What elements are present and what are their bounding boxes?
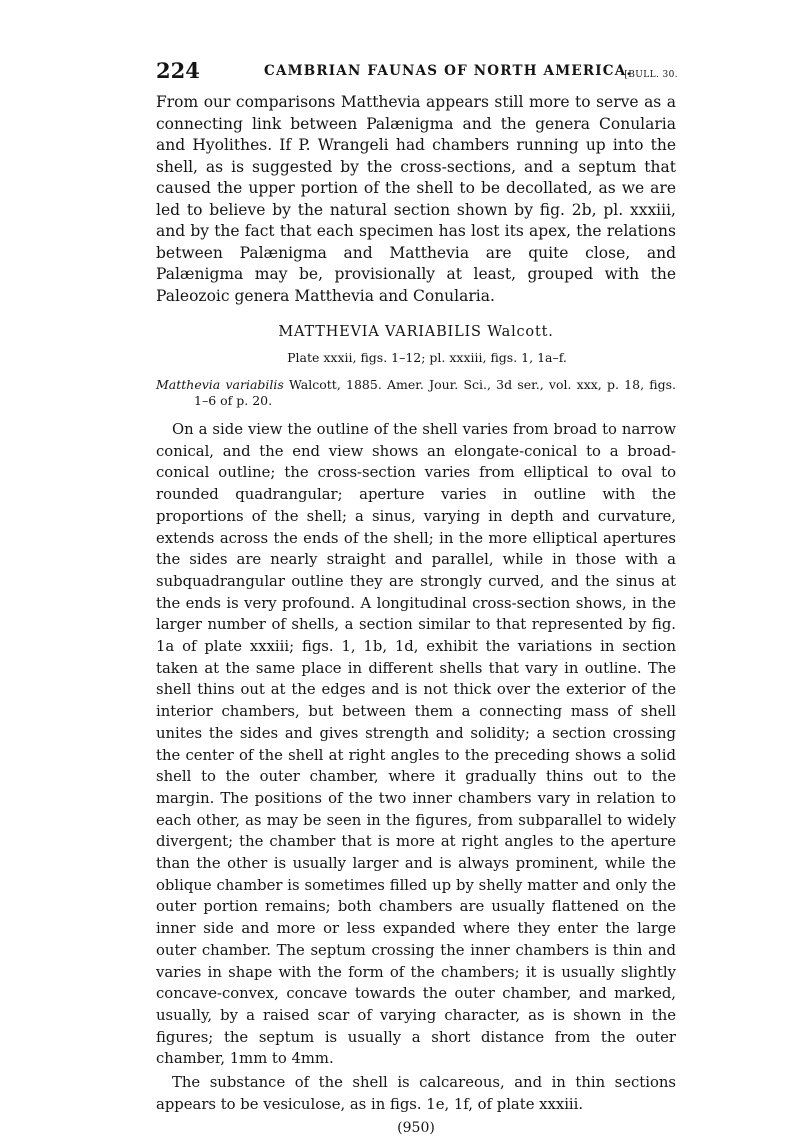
page-header <box>156 48 678 83</box>
plate-reference: Plate xxxii, figs. 1–12; pl. xxxiii, figs. 1, 1a–f. <box>287 350 567 365</box>
page-number: 224 <box>156 58 200 83</box>
description-paragraph: On a side view the outline of the shell varies from broad to narrow conical, and the end view shows an elongate-conical to a broad-conical outline; the cross-section varies from elliptical to oval to rounded quadrangular; aperture varies in outline with the proportions of the shell; a sinus, varying in depth and curvature, extends across the ends of the shell; in the more elliptical apertures the sides are nearly straight and parallel, while in those with a subquadrangular outline they are strongly curved, and the sinus at the ends is very profound. A longitudinal cross-section shows, in the larger number of shells, a section similar to that represented by fig. 1a of plate xxxiii; figs. 1, 1b, 1d, exhibit the variations in section taken at the same place in different shells that vary in outline. The shell thins out at the edges and is not thick over the exterior of the interior chambers, but between them a connecting mass of shell unites the sides and gives strength and solidity; a section crossing the center of the shell at right angles to the preceding shows a solid shell to the outer chamber, where it gradually thins out to the margin. The positions of the two inner chambers vary in relation to each other, as may be seen in the figures, from subparallel to widely divergent; the chamber that is more at right angles to the aperture than the other is usually larger and is always prominent, while the oblique chamber is sometimes filled up by shelly matter and only the outer portion remains; both chambers are usually flattened on the inner side and more or less expanded where they enter the large outer chamber. The septum crossing the inner chambers is thin and varies in shape with the form of the chambers; it is usually slightly concave-convex, concave towards the outer chamber, and marked, usually, by a raised scar of varying character, as is shown in the figures; the septum is usually a short distance from the outer chamber, 1mm to 4mm. <box>156 421 676 1068</box>
document-page <box>156 48 676 1136</box>
bulletin-reference: [BULL. 30. <box>624 70 678 80</box>
species-heading <box>156 324 676 340</box>
synonymy-citation: Walcott, 1885. Amer. Jour. Sci., 3d ser., vol. xxx, p. 18, figs. 1–6 of p. 20. <box>194 377 676 408</box>
species-author: Walcott. <box>487 324 554 340</box>
substance-paragraph: The substance of the shell is calcareous, and in thin sections appears to be vesiculose, as in figs. 1e, 1f, of plate xxxiii. <box>156 1074 676 1113</box>
folio-number: (950) <box>397 1119 435 1136</box>
intro-paragraph: From our comparisons Matthevia appears still more to serve as a connecting link between Palænigma and the genera Conularia and Hyolithes. If P. Wrangeli had chambers running up into the shell, as is suggested by the cross-sections, and a septum that caused the upper portion of the shell to be decollated, as we are led to believe by the natural section shown by fig. 2b, pl. xxxiii, and by the fact that each specimen has lost its apex, the relations between Palænigma and Matthevia are quite close, and Palænigma may be, provisionally at least, grouped with the Paleozoic genera Matthevia and Conularia. <box>156 93 676 305</box>
running-head: CAMBRIAN FAUNAS OF NORTH AMERICA. <box>264 63 633 79</box>
synonymy-taxon: Matthevia variabilis <box>156 377 284 392</box>
species-name: MATTHEVIA VARIABILIS <box>278 324 482 340</box>
synonymy-entry <box>156 377 676 409</box>
